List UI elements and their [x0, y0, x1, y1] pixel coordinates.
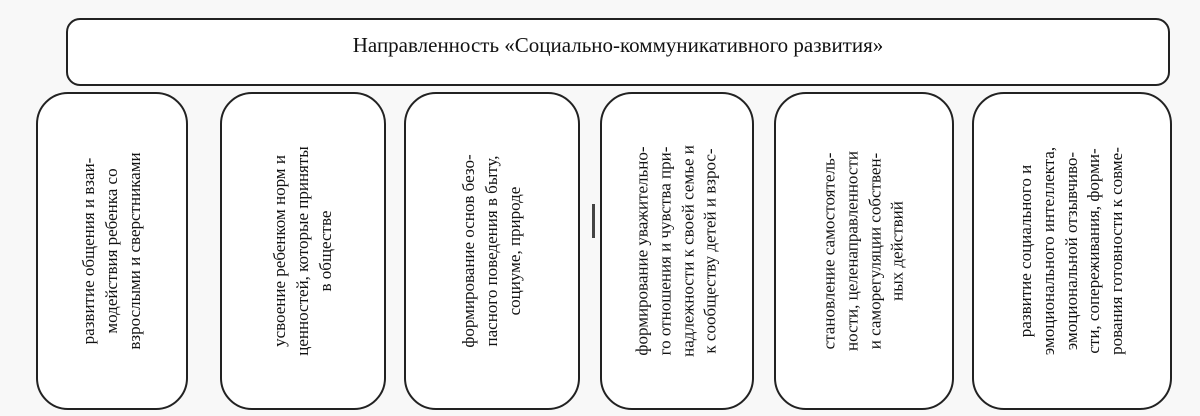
direction-card-2-text: усвоение ребенком норм и ценностей, которые приняты в обществе: [269, 146, 335, 356]
direction-card-6: [972, 92, 1172, 410]
direction-card-1: [36, 92, 188, 410]
direction-card-3-text: формирование основ безо- пасного поведения в быту, социуме, природе: [458, 154, 524, 348]
direction-card-3: [404, 92, 580, 410]
separator-line: [592, 204, 595, 238]
direction-card-1-text: развитие общения и взаи- модействия ребенка со взрослыми и сверстниками: [78, 152, 144, 350]
direction-card-5-text: становление самостоятель- ности, целенаправленности и саморегуляции собствен- ных действий: [819, 151, 907, 351]
header-box: [66, 18, 1170, 86]
direction-card-6-text: развитие социального и эмоционального интеллекта, эмоциональной отзывчиво- сти, сопереживания, форми- рования готовности к совме-: [1016, 146, 1127, 356]
direction-card-4: [600, 92, 754, 410]
direction-card-2: [220, 92, 386, 410]
direction-card-4-text: формирование уважительно- го отношения и чувства при- надлежности к своей семье и к сообществу детей и взрос-: [632, 145, 720, 357]
diagram-title: Направленность «Социально-коммуникативного развития»: [352, 33, 884, 58]
direction-card-5: [774, 92, 954, 410]
